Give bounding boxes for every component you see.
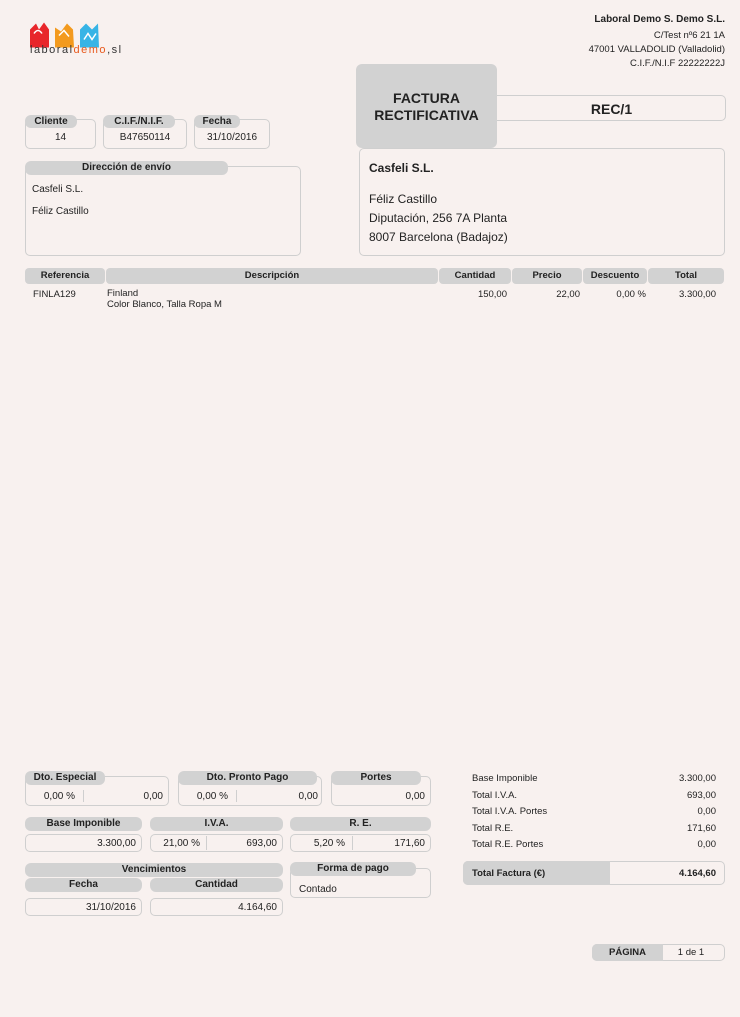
total-re-label: Total R.E. — [472, 823, 514, 834]
re-val: 171,60 — [394, 838, 425, 849]
logo-wordmark: laboraldemo,sl — [30, 44, 123, 56]
forma-label: Forma de pago — [290, 862, 416, 876]
divider — [83, 790, 84, 802]
dto-especial-val: 0,00 — [143, 791, 163, 802]
company-city: 47001 VALLADOLID (Valladolid) — [588, 44, 725, 55]
dto-pronto-pct: 0,00 % — [196, 791, 228, 802]
row-price: 22,00 — [556, 289, 580, 300]
total-factura-value: 4.164,60 — [679, 868, 716, 879]
client-street: Diputación, 256 7A Planta — [369, 211, 508, 225]
total-re-value: 171,60 — [686, 823, 716, 834]
iva-pct: 21,00 % — [163, 838, 200, 849]
total-iva-value: 693,00 — [686, 790, 716, 801]
portes-val: 0,00 — [405, 791, 425, 802]
shipping-label: Dirección de envío — [25, 161, 228, 175]
venc-cant-label: Cantidad — [150, 878, 283, 892]
iva-label: I.V.A. — [150, 817, 283, 831]
fecha-label: Fecha — [194, 115, 240, 128]
row-total: 3.300,00 — [679, 289, 716, 300]
base-label: Base Imponible — [25, 817, 142, 831]
re-label: R. E. — [290, 817, 431, 831]
col-header-qty: Cantidad — [439, 268, 511, 284]
dto-especial-pct: 0,00 % — [43, 791, 75, 802]
dto-especial-label: Dto. Especial — [25, 771, 105, 785]
total-re-portes-label: Total R.E. Portes — [472, 839, 544, 850]
venc-fecha: 31/10/2016 — [85, 902, 136, 913]
row-disc: 0,00 % — [616, 289, 646, 300]
divider — [236, 790, 237, 802]
dto-pronto-val: 0,00 — [298, 791, 318, 802]
total-re-portes-value: 0,00 — [697, 839, 716, 850]
total-base-label: Base Imponible — [472, 773, 538, 784]
row-ref: FINLA129 — [33, 289, 76, 300]
company-cif: C.I.F./N.I.F 22222222J — [629, 58, 725, 69]
cliente-label: Cliente — [25, 115, 77, 128]
divider — [206, 836, 207, 850]
col-header-desc: Descripción — [106, 268, 438, 284]
col-header-total: Total — [648, 268, 724, 284]
total-iva-portes-label: Total I.V.A. Portes — [472, 806, 548, 817]
shipping-line1: Casfeli S.L. — [32, 184, 84, 195]
client-contact: Féliz Castillo — [369, 192, 438, 206]
doc-number: REC/1 — [590, 101, 633, 117]
client-name: Casfeli S.L. — [369, 161, 434, 175]
venc-cant: 4.164,60 — [238, 902, 277, 913]
venc-label: Vencimientos — [25, 863, 283, 877]
forma-val: Contado — [299, 884, 337, 895]
col-header-disc: Descuento — [583, 268, 647, 284]
shipping-line2: Féliz Castillo — [32, 206, 89, 217]
pagina-label: PÁGINA — [592, 944, 663, 961]
row-qty: 150,00 — [477, 289, 507, 300]
re-pct: 5,20 % — [313, 838, 345, 849]
cliente-value: 14 — [54, 132, 67, 143]
col-header-ref: Referencia — [25, 268, 105, 284]
company-street: C/Test nº6 21 1A — [653, 30, 725, 41]
cif-value: B47650114 — [119, 132, 171, 143]
company-name: Laboral Demo S. Demo S.L. — [594, 14, 725, 25]
base-val: 3.300,00 — [97, 838, 136, 849]
total-base-value: 3.300,00 — [679, 773, 716, 784]
fecha-value: 31/10/2016 — [206, 132, 258, 143]
dto-pronto-label: Dto. Pronto Pago — [178, 771, 317, 785]
client-city: 8007 Barcelona (Badajoz) — [369, 230, 508, 244]
iva-val: 693,00 — [246, 838, 277, 849]
total-factura-label: Total Factura (€) — [472, 868, 546, 879]
total-iva-label: Total I.V.A. — [472, 790, 518, 801]
divider — [352, 836, 353, 850]
row-desc-detail: Color Blanco, Talla Ropa M — [107, 299, 222, 310]
cif-label: C.I.F./N.I.F. — [103, 115, 175, 128]
total-iva-portes-value: 0,00 — [697, 806, 716, 817]
pagina-value: 1 de 1 — [677, 947, 705, 958]
venc-fecha-label: Fecha — [25, 878, 142, 892]
col-header-price: Precio — [512, 268, 582, 284]
portes-label: Portes — [331, 771, 421, 785]
doc-title: FACTURA RECTIFICATIVA — [374, 90, 479, 123]
row-desc: Finland — [107, 288, 139, 299]
